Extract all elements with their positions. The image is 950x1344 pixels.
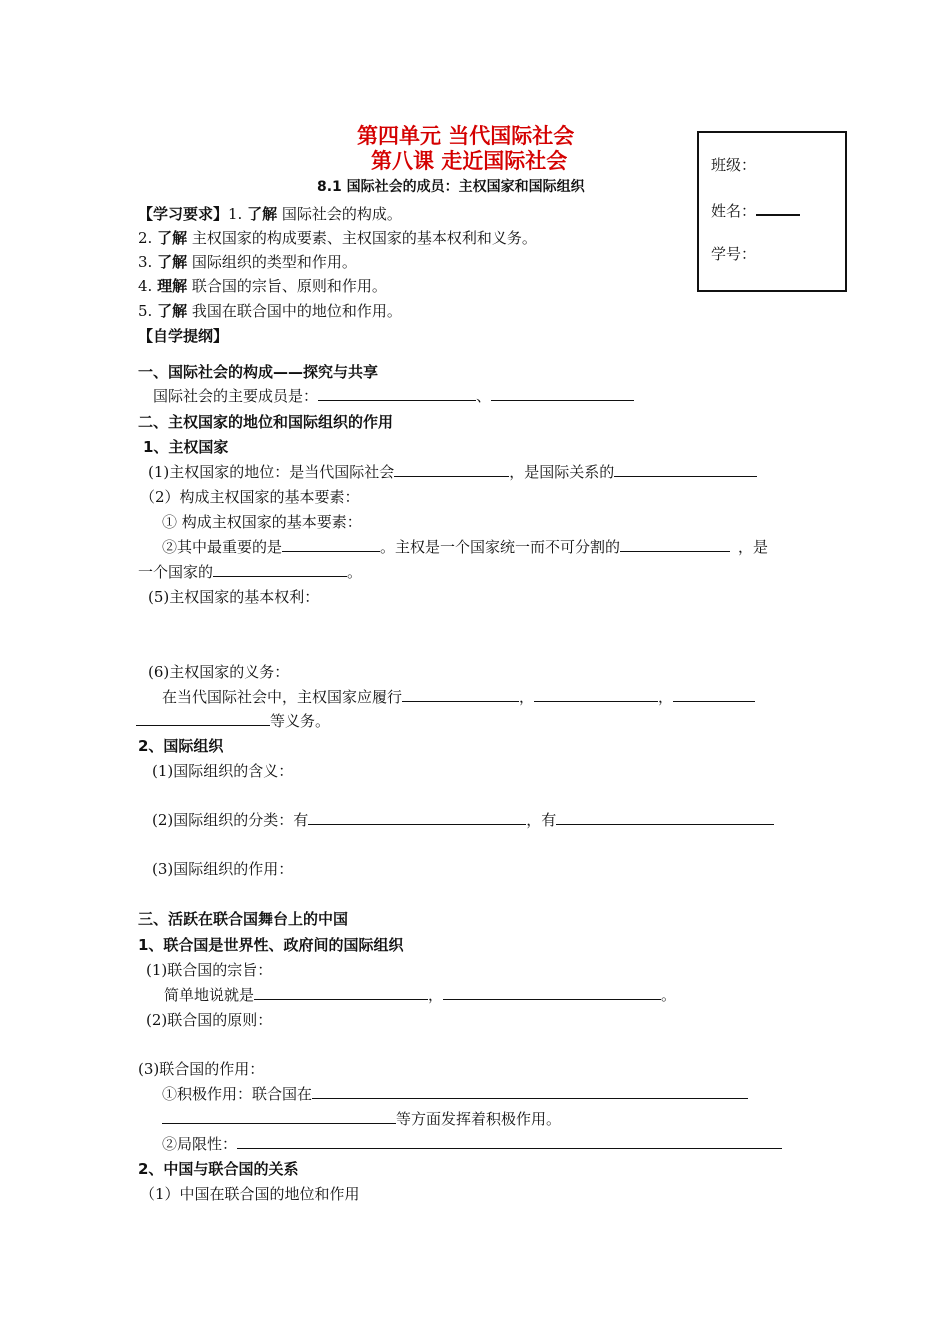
blank-purpose-1[interactable] — [254, 985, 428, 1000]
blank-limits[interactable] — [237, 1134, 782, 1149]
s2-ii-c: ，是 — [738, 538, 769, 556]
unit-title: 第四单元 当代国际社会 — [357, 123, 575, 148]
req-verb: 了解 — [157, 229, 188, 247]
req-text: 主权国家的构成要素、主权国家的基本权利和义务。 — [191, 229, 537, 247]
s1-members-text: 国际社会的主要成员是： — [153, 387, 319, 405]
blank-duty-4[interactable] — [136, 711, 270, 726]
s2-duties-end: 等义务。 — [270, 712, 331, 730]
req-verb: 了解 — [157, 302, 188, 320]
req-verb: 理解 — [157, 277, 188, 295]
s3-purpose-line — [164, 985, 676, 1005]
comma: ， — [428, 986, 444, 1004]
requirement-item-5 — [138, 301, 402, 321]
s3-purpose-text: 简单地说就是 — [164, 986, 255, 1004]
blank-org-type-1[interactable] — [308, 810, 526, 825]
class-label: 班级： — [711, 156, 757, 174]
blank-most-important[interactable] — [282, 537, 380, 552]
req-text: 国际组织的类型和作用。 — [191, 253, 357, 271]
s2-rights: (5)主权国家的基本权利： — [148, 588, 320, 606]
req-num: 2. — [138, 229, 153, 247]
blank-nation[interactable] — [213, 562, 347, 577]
s2-org-types-a: (2)国际组织的分类：有 — [152, 811, 309, 829]
id-label: 学号： — [711, 245, 757, 263]
section-title: 8.1 国际社会的成员：主权国家和国际组织 — [317, 179, 585, 195]
s2-status-text-a: (1)主权国家的地位：是当代国际社会 — [148, 463, 395, 481]
name-label — [711, 200, 800, 221]
s2-sub1: 1、主权国家 — [143, 438, 229, 456]
req-num: 1. — [228, 205, 243, 223]
req-num: 5. — [138, 302, 153, 320]
lesson-title: 第八课 走近国际社会 — [371, 148, 568, 173]
blank-member-2[interactable] — [491, 386, 634, 401]
blank-duty-2[interactable] — [534, 687, 658, 702]
student-info-box — [697, 131, 847, 292]
s3-china-role: （1）中国在联合国的地位和作用 — [140, 1185, 360, 1203]
s3-purpose: (1)联合国的宗旨： — [146, 961, 273, 979]
requirements-heading: 【学习要求】 — [138, 205, 229, 223]
blank-purpose-2[interactable] — [443, 985, 661, 1000]
requirement-item-4 — [138, 276, 387, 296]
blank-status-2[interactable] — [614, 462, 757, 477]
s2-elements-i: ① 构成主权国家的基本要素： — [162, 513, 362, 531]
s3-role: (3)联合国的作用： — [138, 1060, 265, 1078]
requirement-item-2 — [138, 228, 537, 248]
section-2-title: 二、主权国家的地位和国际组织的作用 — [138, 413, 394, 431]
req-text: 我国在联合国中的地位和作用。 — [191, 302, 402, 320]
s2-org-types-b: ，有 — [526, 811, 557, 829]
s1-members-line — [153, 386, 634, 406]
blank-indivisible[interactable] — [620, 537, 730, 552]
s3-role-positive-text: ①积极作用：联合国在 — [162, 1085, 313, 1103]
s2-duties: (6)主权国家的义务： — [148, 663, 290, 681]
blank-org-type-2[interactable] — [556, 810, 774, 825]
blank-duty-1[interactable] — [402, 687, 519, 702]
blank-positive-1[interactable] — [312, 1084, 748, 1099]
req-verb: 了解 — [157, 253, 188, 271]
blank-member-1[interactable] — [318, 386, 476, 401]
blank-status-1[interactable] — [394, 462, 509, 477]
req-num: 3. — [138, 253, 153, 271]
s3-role-positive-cont — [162, 1109, 561, 1129]
req-num: 4. — [138, 277, 153, 295]
req-verb: 了解 — [247, 205, 278, 223]
name-label-text: 姓名： — [711, 202, 757, 220]
s2-duties-line — [162, 687, 755, 707]
s3-role-limits-text: ②局限性： — [162, 1135, 238, 1153]
requirement-item-3 — [138, 252, 357, 272]
s2-elements-ii — [162, 537, 768, 557]
s2-ii-b: 。主权是一个国家统一而不可分割的 — [380, 538, 621, 556]
s2-status-line — [148, 462, 757, 482]
s2-duties-line-cont — [136, 711, 330, 731]
s2-ii-d: 一个国家的 — [138, 563, 214, 581]
blank-duty-3[interactable] — [673, 687, 755, 702]
s2-ii-a: ②其中最重要的是 — [162, 538, 283, 556]
outline-heading: 【自学提纲】 — [138, 327, 229, 345]
s2-elements-ii-cont — [138, 562, 362, 582]
req-text: 联合国的宗旨、原则和作用。 — [191, 277, 387, 295]
s2-org-types — [152, 810, 774, 830]
name-blank[interactable] — [756, 200, 800, 216]
s2-sub2: 2、国际组织 — [138, 737, 224, 755]
s2-status-text-b: ，是国际关系的 — [509, 463, 615, 481]
requirement-item-1 — [138, 204, 402, 224]
s3-sub1: 1、联合国是世界性、政府间的国际组织 — [138, 936, 404, 954]
s2-org-role: (3)国际组织的作用： — [152, 860, 294, 878]
s3-role-positive-end: 等方面发挥着积极作用。 — [396, 1110, 562, 1128]
s3-sub2: 2、中国与联合国的关系 — [138, 1160, 299, 1178]
section-1-title: 一、国际社会的构成——探究与共享 — [138, 363, 379, 381]
s2-org-meaning: (1)国际组织的含义： — [152, 762, 294, 780]
s2-ii-e: 。 — [347, 563, 363, 581]
s3-purpose-end: 。 — [661, 986, 677, 1004]
comma: ， — [519, 688, 535, 706]
blank-positive-2[interactable] — [162, 1109, 396, 1124]
s2-elements-q: （2）构成主权国家的基本要素： — [140, 488, 360, 506]
comma: ， — [658, 688, 674, 706]
s3-principles: (2)联合国的原则： — [146, 1011, 273, 1029]
s3-role-positive — [162, 1084, 748, 1104]
s3-role-limits — [162, 1134, 782, 1154]
sep: 、 — [476, 387, 492, 405]
req-text: 国际社会的构成。 — [281, 205, 402, 223]
section-3-title: 三、活跃在联合国舞台上的中国 — [138, 910, 349, 928]
s2-duties-text: 在当代国际社会中，主权国家应履行 — [162, 688, 403, 706]
